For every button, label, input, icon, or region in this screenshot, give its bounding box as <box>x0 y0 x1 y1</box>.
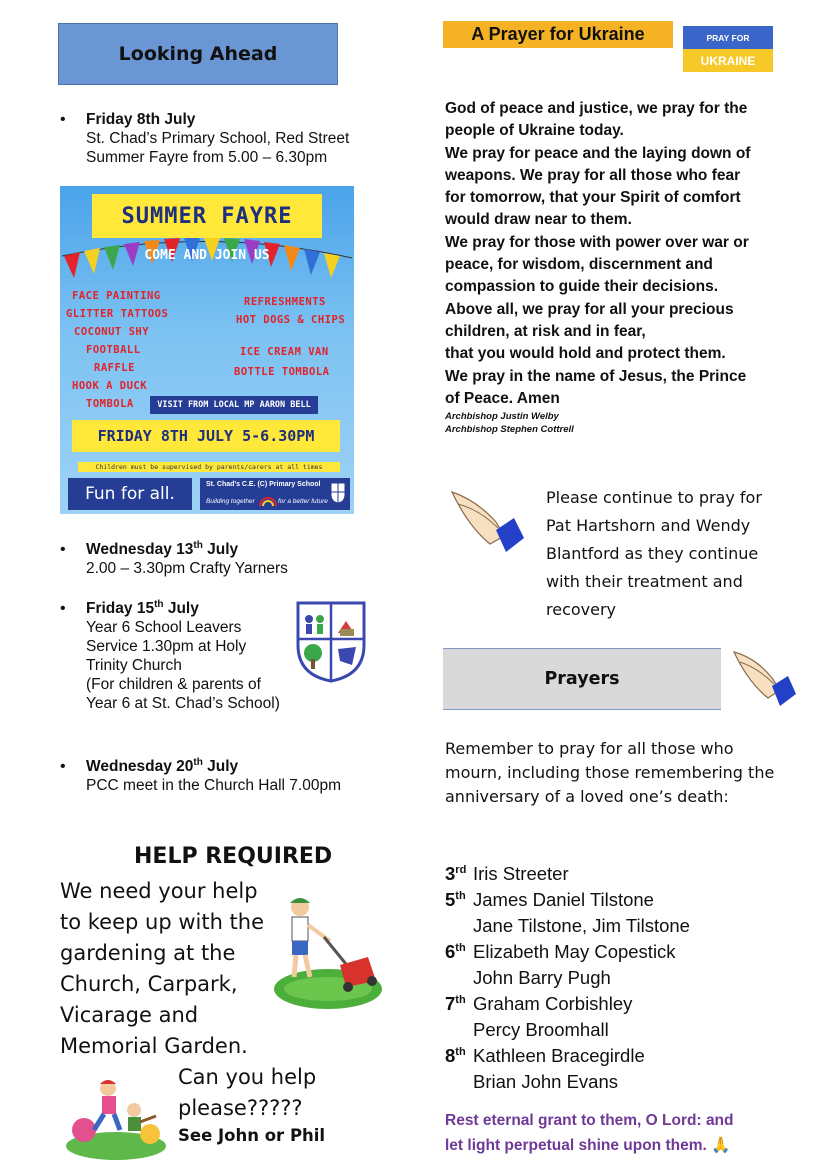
prayers-intro: Remember to pray for all those who mourn, including those remembering the anniversary of a loved one’s death: <box>445 739 775 806</box>
signature: Archbishop Justin Welby <box>445 411 559 423</box>
closing-prayer: Rest eternal grant to them, O Lord: and let light perpetual shine upon them. 🙏 <box>445 1112 734 1154</box>
bullet: • <box>60 111 66 128</box>
bullet: • <box>60 600 66 617</box>
poster-item: FOOTBALL <box>86 344 141 356</box>
list-item: Brian John Evans <box>473 1071 619 1092</box>
poster-item: GLITTER TATTOOS <box>66 308 169 320</box>
poster-date: FRIDAY 8TH JULY 5-6.30PM <box>72 420 340 452</box>
help-contact: See John or Phil <box>178 1126 326 1145</box>
pray-for-ukraine-badge <box>683 26 773 72</box>
poster-subtitle: COME AND JOIN US <box>144 248 270 263</box>
summer-fayre-poster <box>60 186 354 514</box>
event-date: Friday 15 <box>86 600 155 617</box>
poster-school-banner <box>200 478 350 510</box>
list-item: 6th Elizabeth May Copestick <box>445 941 676 962</box>
signature: Archbishop Stephen Cottrell <box>445 424 574 436</box>
list-item: Percy Broomhall <box>473 1019 609 1040</box>
children-gardening-illustration <box>64 1072 168 1162</box>
event-date: Wednesday 13 <box>86 541 194 558</box>
list-item: 7th Graham Corbishley <box>445 993 633 1014</box>
poster-item: TOMBOLA <box>86 398 134 410</box>
list-item: Jane Tilstone, Jim Tilstone <box>473 915 690 936</box>
poster-note: Children must be supervised by parents/carers at all times <box>78 462 340 472</box>
event-detail-line: Trinity Church <box>86 657 182 674</box>
poster-visit-banner: VISIT FROM LOCAL MP AARON BELL <box>150 396 318 414</box>
prayers-title: Prayers <box>544 669 620 689</box>
poster-item: BOTTLE TOMBOLA <box>234 366 330 378</box>
poster-title: SUMMER FAYRE <box>92 194 322 238</box>
poster-item: FACE PAINTING <box>72 290 161 302</box>
list-item: 8th Kathleen Bracegirdle <box>445 1045 645 1066</box>
list-item: John Barry Pugh <box>473 967 611 988</box>
event-detail-line: Year 6 at St. Chad’s School) <box>86 695 280 712</box>
anniversary-list <box>445 861 690 1095</box>
school-motto-left: Building together <box>206 498 255 505</box>
school-name: St. Chad’s C.E. (C) Primary School <box>206 481 321 488</box>
badge-bottom: UKRAINE <box>683 49 773 72</box>
lawnmower-man-illustration <box>272 893 384 1013</box>
badge-top: PRAY FOR <box>683 26 773 49</box>
help-required-heading: HELP REQUIRED <box>134 844 333 869</box>
event-detail: 2.00 – 3.30pm Crafty Yarners <box>86 560 288 577</box>
event-date: Friday 8th July <box>86 111 196 128</box>
event-detail-line: (For children & parents of <box>86 676 261 693</box>
poster-item: HOOK A DUCK <box>72 380 148 392</box>
continue-prayer-text: Please continue to pray for Pat Hartshorn and Wendy Blantford as they continue with their treatment and recovery <box>546 488 762 619</box>
praying-hands-icon <box>730 648 798 712</box>
help-body: We need your help to keep up with the gardening at the Church, Carpark, Vicarage and Memorial Garden. <box>60 879 265 1058</box>
looking-ahead-heading <box>58 23 338 85</box>
bullet: • <box>60 541 66 558</box>
school-crest-icon <box>330 482 346 504</box>
ukraine-prayer-heading: A Prayer for Ukraine <box>443 21 673 48</box>
event-detail: Summer Fayre from 5.00 – 6.30pm <box>86 149 328 166</box>
poster-item: HOT DOGS & CHIPS <box>236 314 346 326</box>
poster-item: RAFFLE <box>94 362 135 374</box>
event-detail: PCC meet in the Church Hall 7.00pm <box>86 777 342 794</box>
event-date: Wednesday 20 <box>86 758 194 775</box>
help-ask: Can you help please????? <box>178 1065 317 1120</box>
poster-item: COCONUT SHY <box>74 326 150 338</box>
event-detail-line: Year 6 School Leavers <box>86 619 242 636</box>
poster-item: REFRESHMENTS <box>244 296 326 308</box>
looking-ahead-title: Looking Ahead <box>118 43 278 65</box>
rainbow-icon <box>258 492 278 508</box>
school-crest-icon <box>296 601 366 683</box>
bullet: • <box>60 758 66 775</box>
poster-item: ICE CREAM VAN <box>240 346 329 358</box>
poster-fun-for-all: Fun for all. <box>68 478 192 510</box>
praying-hands-icon <box>446 486 526 558</box>
school-motto-right: for a better future <box>278 498 328 505</box>
list-item: 5th James Daniel Tilstone <box>445 889 654 910</box>
ukraine-prayer-text: God of peace and justice, we pray for the people of Ukraine today. We pray for peace and the laying down of weapons. We pray for all those who fear for tomorrow, that your Spirit of comfort would draw near to them. We pray for those with power over war or peace, for wisdom, discernment and compassion to guide their decisions. Above all, we pray for all your precious children, at risk and in fear, that you would hold and protect them. We pray in the name of Jesus, the Prince of Peace. Amen Archbishop Justin Welby Archbishop Stephen Cottrell <box>445 98 790 436</box>
prayers-heading <box>443 648 721 710</box>
list-item: 3rd Iris Streeter <box>445 863 569 884</box>
event-detail-line: Service 1.30pm at Holy <box>86 638 247 655</box>
event-location: St. Chad’s Primary School, Red Street <box>86 130 350 147</box>
